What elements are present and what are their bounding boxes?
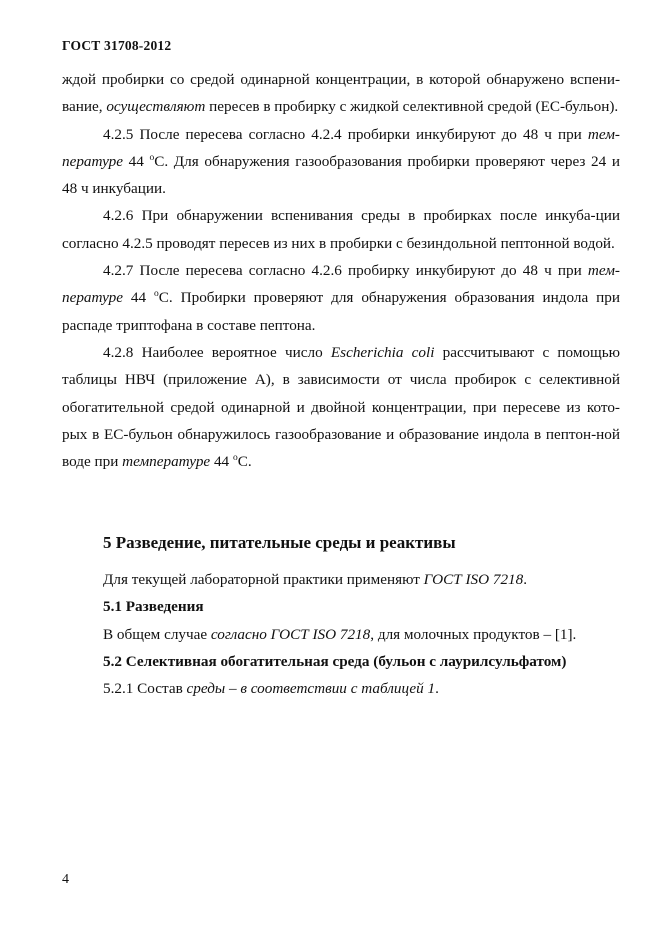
subsection-5-1-title: 5.1 Разведения [103,598,204,616]
degree-sign: o [149,152,155,163]
paragraph-continued: ждой пробирки со средой одинарной концентрации, в которой обнаружено вспени-вание, осуществляют пересев в пробирку с жидкой селективной средой (ЕС-бульон). [62,71,620,116]
subsection-5-2-1-text: 5.2.1 Состав среды – в соответствии с таблицей 1. [103,680,439,698]
section-5-title: 5 Разведение, питательные среды и реактивы [103,533,456,552]
subsection-5-1-text: В общем случае согласно ГОСТ ISO 7218, для молочных продуктов – [1]. [103,625,577,643]
paragraph-4-2-5: 4.2.5 После пересева согласно 4.2.4 пробирки инкубируют до 48 ч при тем-пературе 44 $^o$С. Для обнаружения газообразования пробирки проверяют через 24 и 48 ч инкубации. [62,125,620,198]
degree-sign: o [232,453,238,464]
section-5-content [103,566,623,702]
standard-header: ГОСТ 31708-2012 [62,38,172,53]
page-number: 4 [62,872,69,887]
paragraph-4-2-6: 4.2.6 При обнаружении вспенивания среды в пробирках после инкуба-ции согласно 4.2.5 проводят пересев из них в пробирки с безиндольной пептонной водой. [62,207,620,252]
body-text [62,66,620,475]
degree-sign: o [154,289,159,300]
subsection-5-2-title: 5.2 Селективная обогатительная среда (бульон с лаурилсульфатом) [103,652,567,670]
paragraph-4-2-7: 4.2.7 После пересева согласно 4.2.6 пробирку инкубируют до 48 ч при тем-пературе 44 $^o$С. Пробирки проверяют для обнаружения образования индола при распаде триптофана в составе пептона. [62,262,621,334]
paragraph-4-2-8: 4.2.8 Наиболее вероятное число Escherichia coli рассчитывают с помощью таблицы НВЧ (приложение А), в зависимости от числа пробирок с селективной обогатительной средой одинарной и двойной концентрации, при пересеве из кото-рых в ЕС-бульон обнаружилось газообразование и образование индола в пептон-ной воде при температуре 44 $^o$С. [62,343,620,471]
section-5-intro: Для текущей лабораторной практики применяют ГОСТ ISO 7218. [103,571,528,588]
